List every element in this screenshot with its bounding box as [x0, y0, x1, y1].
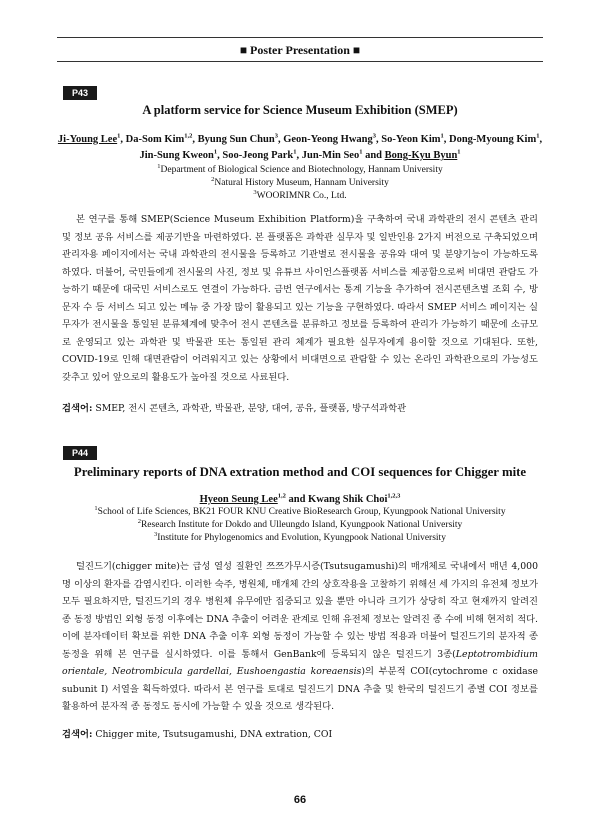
author-name: Hyeon Seung Lee [199, 494, 278, 505]
author-name: Dong-Myoung Kim [448, 134, 537, 145]
author-sup: 1 [293, 148, 297, 156]
affiliation-text: School of Life Sciences, BK21 FOUR KNU Creative BioResearch Group, Kyungpook National University [97, 507, 506, 517]
keywords-label-p44: 검색어: [62, 729, 93, 740]
author-name: Geon-Yeong Hwang [283, 134, 373, 145]
abstract-p44-part1: 털진드기(chigger mite)는 급성 열성 질환인 쯔쯔가무시증(Tsutsugamushi)의 매개체로 국내에서 매년 4,000명 이상의 환자를 감염시킨다. 이러한 숙주, 병원체, 매개체 간의 상호작용을 고찰하기 위해선 세 가지의 유전체 정보가 모두 필요하지만, 털진드기의 경우 병원체 유무에만 집중되고 있을 뿐만 아니라 크기가 상당히 작고 현재까지 알려진 종 동정 방법인 외형 동정 이후에는 DNA 추출이 어려운 관계로 인해 유전체 정보는 알려진 종 수에 비해 현저히 적다. 이에 분자데이터 확보를 위한 DNA 추출 이후 외형 동정이 가능할 수 있는 방법 적용과 더불어 털진드기의 분자적 종 동정을 위해 본 연구를 실시하였다. 이를 통해서 GenBank에 등록되지 않은 털진드기 3종( [62, 561, 538, 660]
author-name: Kwang Shik Choi [308, 494, 388, 505]
affiliation-text: Institute for Phylogenomics and Evolution, Kyungpook National University [157, 533, 446, 543]
author-sup: 1,2 [277, 492, 286, 500]
affiliation-sup: 2 [211, 175, 215, 183]
author-name: Jin-Sung Kweon [139, 150, 214, 161]
affiliation-sup: 1 [157, 162, 161, 170]
page-number: 66 [293, 794, 307, 806]
header-rule-bottom [57, 61, 543, 62]
keywords-label-p43: 검색어: [62, 403, 93, 414]
author-name: Jun-Min Seo [301, 150, 360, 161]
affiliations-p43 [57, 164, 543, 203]
author-sup: 1 [213, 148, 218, 156]
author-sup: 1 [117, 132, 121, 140]
poster-badge-p44: P44 [63, 446, 97, 460]
author-name: Soo-Jeong Park [222, 150, 294, 161]
affiliation-sup: 1 [94, 504, 98, 512]
species-names: Leptotrombidium orientale, Neotrombicula gardellai, Eushoengastia koreaensis [62, 648, 538, 677]
author-sup: 3 [372, 132, 377, 140]
poster-title-p44: Preliminary reports of DNA extration method and COI sequences for Chigger mite [73, 465, 527, 479]
affiliations-p44 [57, 506, 543, 545]
keywords-p44 [62, 728, 538, 742]
affiliation-sup: 3 [154, 530, 158, 538]
affiliation-sup: 2 [137, 517, 141, 525]
author-sup: 1,2 [184, 132, 193, 140]
author-name: Da-Som Kim [125, 134, 185, 145]
keywords-text-p44: Chigger mite, Tsutsugamushi, DNA extration, COI [92, 729, 333, 740]
abstract-p44 [62, 558, 538, 716]
author-name: So-Yeon Kim [381, 134, 441, 145]
poster-title-p43: A platform service for Science Museum Exhibition (SMEP) [142, 103, 458, 117]
affiliation-text: Department of Biological Science and Biotechnology, Hannam University [160, 165, 443, 175]
author-sup: 1 [536, 132, 540, 140]
author-list-p44: Hyeon Seung Lee$^{1,2}$ and Kwang Shik Choi$^{1,2,3}$ [199, 492, 401, 505]
author-name: Bong-Kyu Byun [384, 150, 458, 161]
author-sup: 1,2,3 [387, 492, 401, 500]
affiliation-text: Research Institute for Dokdo and Ulleungdo Island, Kyungpook National University [140, 520, 463, 530]
affiliation-text: Natural History Museum, Hannam University [214, 178, 389, 188]
affiliation-sup: 3 [253, 188, 257, 196]
abstract-p43: 본 연구를 통해 SMEP(Science Museum Exhibition Platform)을 구축하여 국내 과학관의 전시 콘텐츠 관리 및 정보 공유 서비스를 제공기반을 마련하였다. 본 플랫폼은 과학관 실무자 및 일반인용 2가지 버전으로 구축되었으며 관리자용 페이지에서는 국내 과학관의 전시물을 등록하고 기관별로 전시물을 공유와 대여 및 분양기능이 가능하도록 하였다. 더불어, 국민들에게 전시물의 사진, 정보 및 유튜브 사이언스플랫폼 서비스를 제공함으로써 비대면 관람도 가능하기 때문에 대국민 서비스로도 연결이 가능하다. 금번 연구에서는 통계 기능을 추가하여 전시콘텐츠별 조회 수, 방문자 수 등 서비스 되고 있는 메뉴 중 가장 많이 활용되고 있는 기능을 구현하였다. 따라서 SMEP 서비스 페이지는 실무자가 전시물을 통일된 분류체계에 맞추어 전시 콘텐츠를 분류하고 정보를 등록하여 관리가 가능하기 때문에 소규모로 운영되고 있는 과학관 및 박물관 또는 통일된 관리 체계가 필요한 실무자에게 용이할 것으로 기대된다. 또한, COVID-19로 인해 대면관람이 어려워지고 있는 상황에서 비대면으로 관람할 수 있는 온라인 과학관으로의 가능성도 갖추고 있어 앞으로의 활용도가 높아질 것으로 사료된다. [62, 214, 538, 383]
keywords-text-p43: SMEP, 전시 콘텐츠, 과학관, 박물관, 분양, 대여, 공유, 플랫폼, 방구석과학관 [92, 403, 407, 414]
author-list-p43: Ji-Young Lee$^1$, Da-Som Kim$^{1,2}$, Byung Sun Chun$^3$, Geon-Yeong Hwang$^3$, So-Yeon Kim$^1$, Dong-Myoung Kim$^1$, Jin-Sung Kweon$^1$, Soo-Jeong Park$^1$, Jun-Min Seo$^1$ and Bong-Kyu Byun$^1$ [57, 132, 543, 161]
author-sup: 1 [440, 132, 444, 140]
author-name: Byung Sun Chun [197, 134, 275, 145]
affiliation-text: WOORIMNR Co., Ltd. [256, 191, 347, 201]
author-sup: 3 [274, 132, 278, 140]
section-header: ■ Poster Presentation ■ [239, 43, 361, 57]
abstract-p44-part2: )의 부분적 COI(cytochrome c oxidase subunit I) 서열을 획득하였다. 따라서 본 연구를 토대로 털진드기 DNA 추출 및 한국의 털진드기 종별 COI 정보를 활용하여 분자적 종 동정도 동시에 가능할 수 있을 것으로 생각된다. [62, 666, 538, 712]
author-sup: 1 [457, 148, 461, 156]
author-sup: 1 [359, 148, 363, 156]
author-name: Ji-Young Lee [57, 134, 118, 145]
header-rule-top [57, 37, 543, 38]
keywords-p43 [62, 402, 538, 416]
poster-badge-p43: P43 [63, 86, 97, 100]
